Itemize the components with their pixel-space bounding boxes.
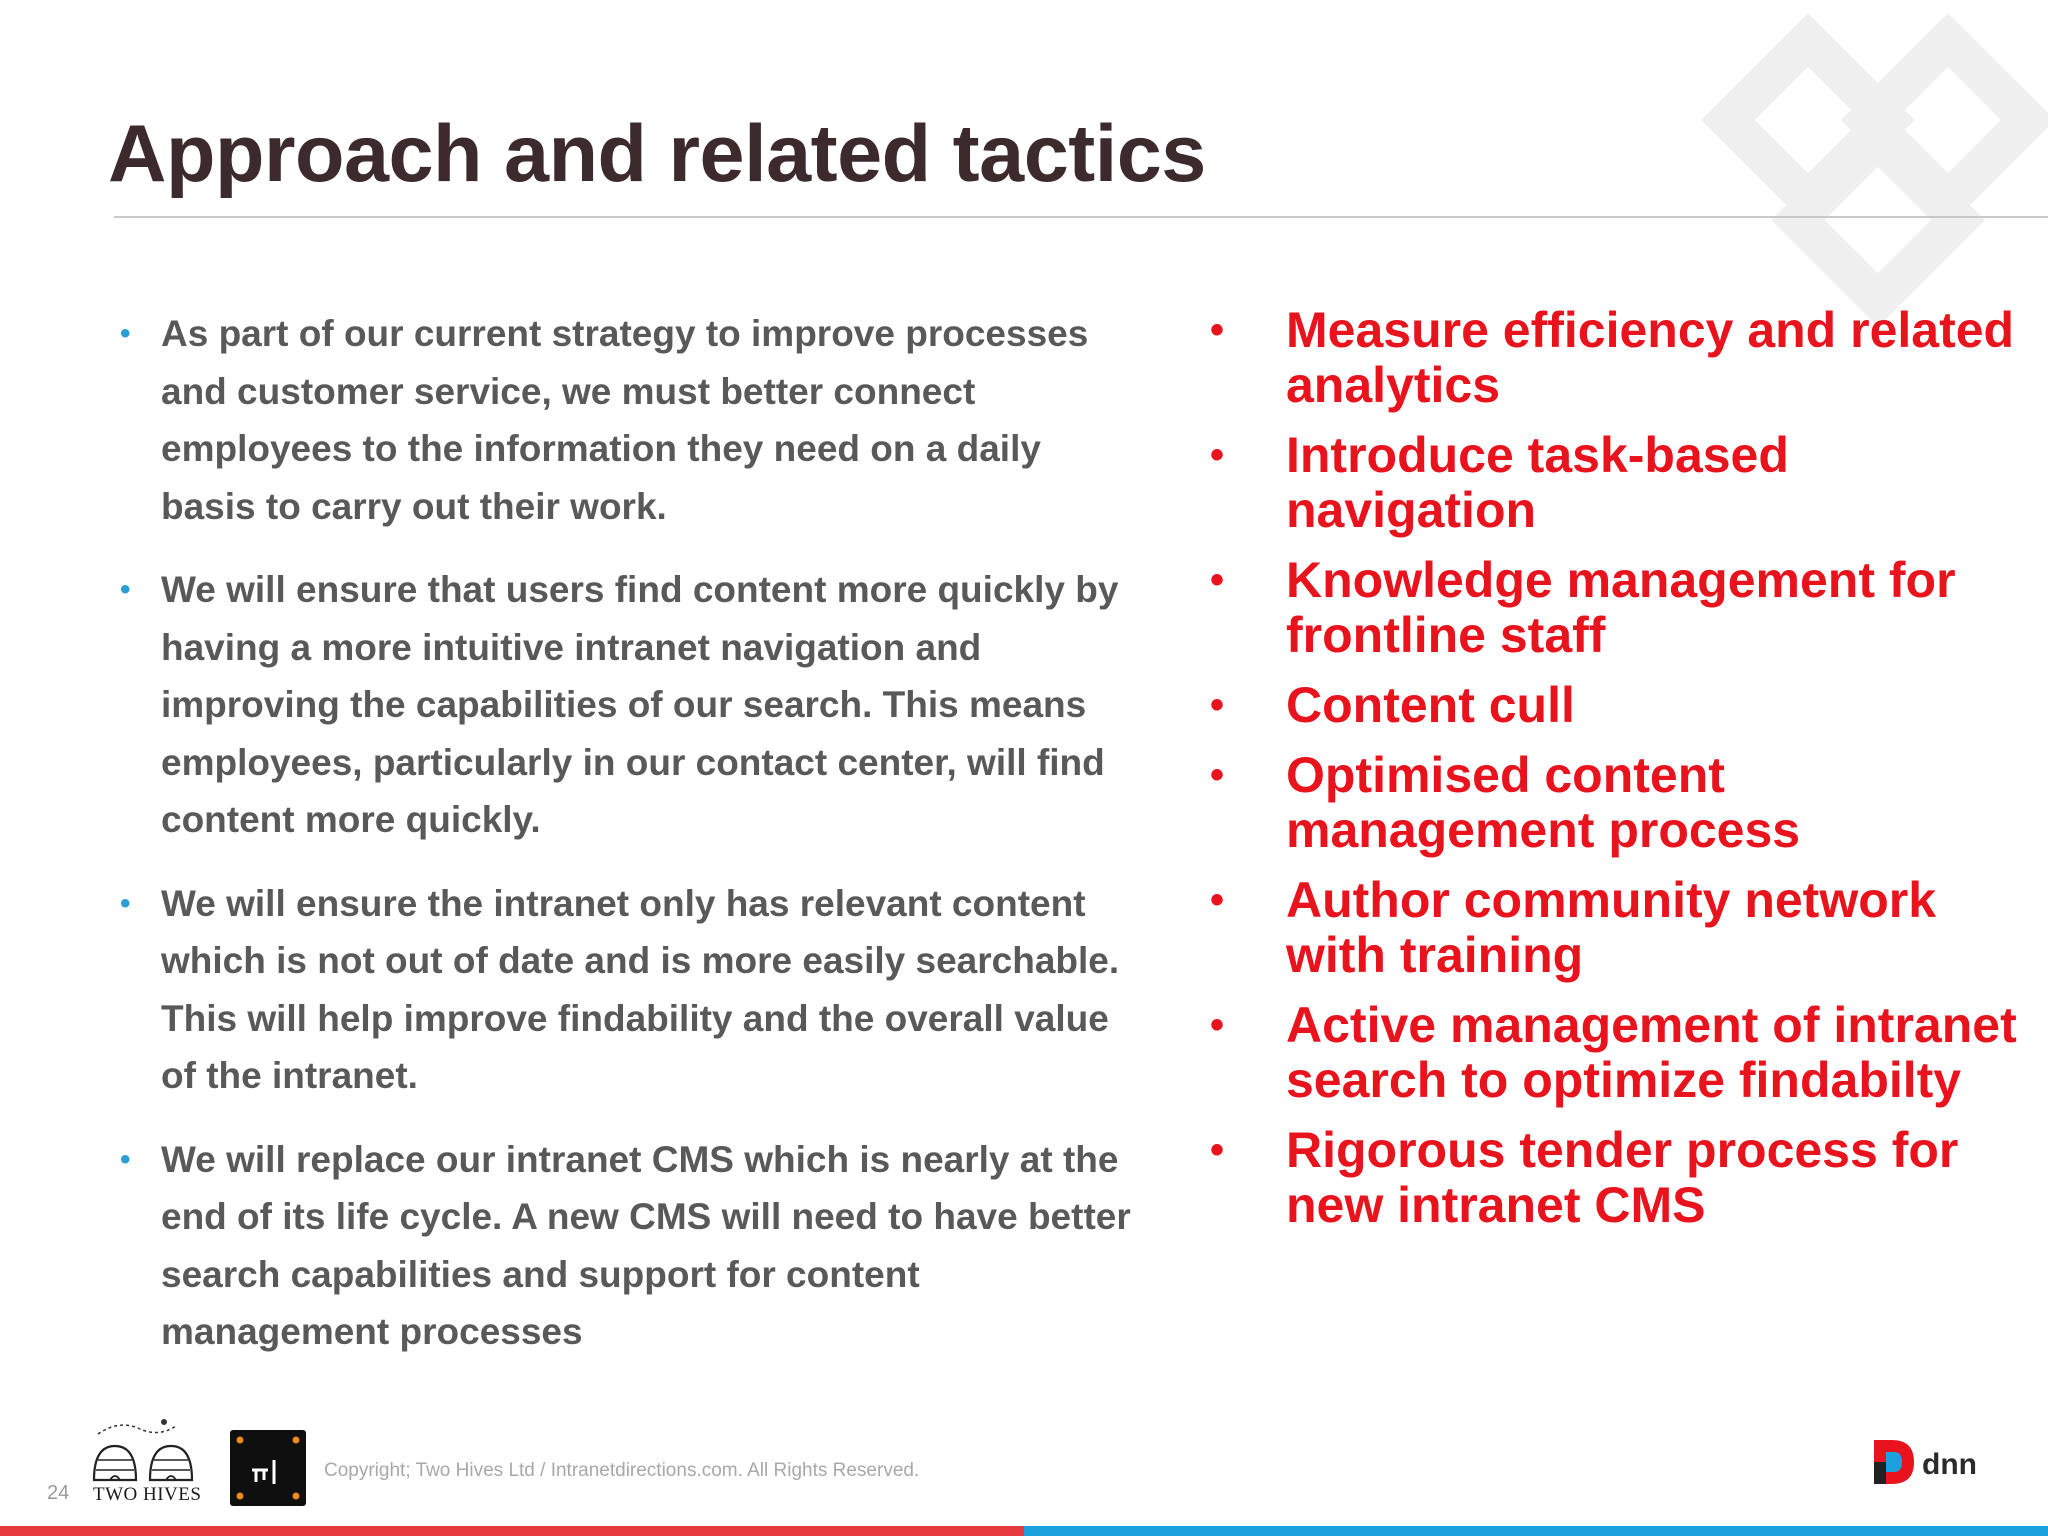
tactic-text: Rigorous tender process for new intranet CMS bbox=[1286, 1122, 1959, 1233]
two-hives-logo-text: TWO HIVES bbox=[93, 1484, 202, 1505]
bullet-icon: • bbox=[1210, 558, 1225, 602]
tactic-text: Measure efficiency and related analytics bbox=[1286, 302, 2015, 413]
bullet-icon: • bbox=[120, 573, 131, 606]
tactic-item bbox=[1200, 553, 2040, 663]
copyright-notice: Copyright; Two Hives Ltd / Intranetdirections.com. All Rights Reserved. bbox=[324, 1460, 920, 1481]
bullet-icon: • bbox=[120, 886, 131, 920]
strategy-point-text: We will replace our intranet CMS which is nearly at the end of its life cycle. A new CMS will need to have better search capabilities and support for content management processes bbox=[161, 1138, 1131, 1352]
tactic-item bbox=[1200, 428, 2040, 538]
bullet-icon: • bbox=[1210, 308, 1225, 352]
strategy-point bbox=[120, 1131, 1140, 1361]
title-divider bbox=[114, 216, 2048, 218]
bullet-icon: • bbox=[1210, 1128, 1225, 1172]
strategy-points-list bbox=[120, 305, 1140, 1387]
tactic-item bbox=[1200, 303, 2040, 413]
tactic-text: Active management of intranet search to optimize findabilty bbox=[1286, 997, 2017, 1108]
bullet-icon: • bbox=[1210, 878, 1225, 922]
bullet-icon: • bbox=[1210, 753, 1225, 797]
tactic-text: Content cull bbox=[1286, 677, 1575, 733]
tactic-item bbox=[1200, 998, 2040, 1108]
tactic-text: Optimised content management process bbox=[1286, 747, 1801, 858]
strategy-point-text: As part of our current strategy to improve processes and customer service, we must better connect employees to the information they need on a daily basis to carry out their work. bbox=[161, 313, 1089, 527]
slide-title: Approach and related tactics bbox=[108, 109, 1206, 199]
bullet-icon: • bbox=[120, 1142, 131, 1176]
tactic-item bbox=[1200, 678, 2040, 733]
footer-bar-red bbox=[0, 1526, 1024, 1536]
strategy-point bbox=[120, 875, 1140, 1105]
strategy-point bbox=[120, 561, 1140, 849]
svg-text:dnn: dnn bbox=[1922, 1448, 1977, 1481]
tactic-text: Knowledge management for frontline staff bbox=[1286, 552, 1956, 663]
tactic-text: Author community network with training bbox=[1286, 872, 1937, 983]
tactics-list bbox=[1200, 303, 2040, 1248]
page-number: 24 bbox=[47, 1482, 70, 1504]
bullet-icon: • bbox=[120, 317, 131, 350]
intranet-directions-logo-icon bbox=[230, 1430, 306, 1506]
strategy-point-text: We will ensure the intranet only has relevant content which is not out of date and is more easily searchable. This will help improve findability and the overall value of the intranet. bbox=[161, 882, 1120, 1096]
bullet-icon: • bbox=[1210, 683, 1225, 727]
bullet-icon: • bbox=[1210, 433, 1225, 477]
tactic-item bbox=[1200, 873, 2040, 983]
dnn-logo-icon bbox=[1872, 1436, 2002, 1492]
strategy-point bbox=[120, 305, 1140, 535]
strategy-point-text: We will ensure that users find content more quickly by having a more intuitive intranet navigation and improving the capabilities of our search. This means employees, particularly in our contact center, will find content more quickly. bbox=[161, 569, 1119, 840]
tactic-item bbox=[1200, 748, 2040, 858]
bullet-icon: • bbox=[1210, 1003, 1225, 1047]
footer-bar-blue bbox=[1024, 1526, 2048, 1536]
tactic-text: Introduce task-based navigation bbox=[1286, 427, 1789, 538]
tactic-item bbox=[1200, 1123, 2040, 1233]
